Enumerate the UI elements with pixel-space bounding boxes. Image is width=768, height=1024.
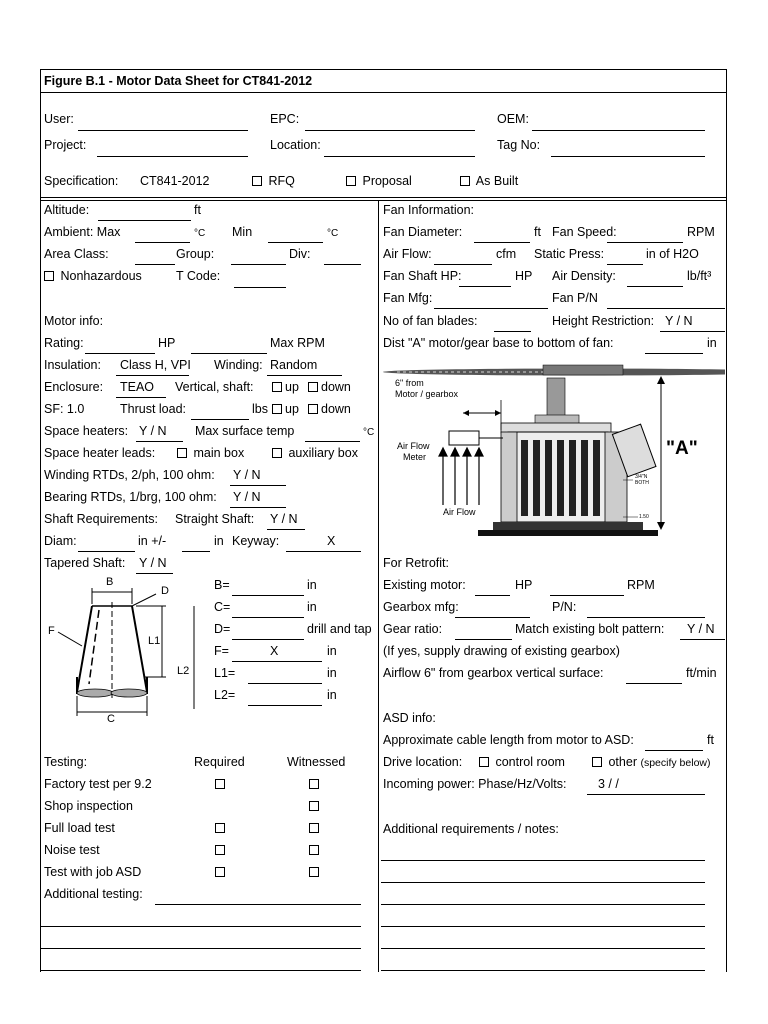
tag-no-label: Tag No:	[497, 138, 541, 152]
space-heaters-yn[interactable]: Y / N	[139, 424, 167, 438]
air-density-label: Air Density:	[552, 269, 616, 283]
sf-label: SF: 1.0	[44, 402, 85, 416]
test-factory-witnessed-checkbox[interactable]	[309, 779, 319, 789]
existing-motor-hp-field[interactable]	[475, 595, 510, 596]
additional-testing-line-4[interactable]	[40, 970, 361, 971]
enclosure-field[interactable]	[116, 397, 166, 398]
f-unit: in	[327, 644, 337, 658]
fan-mfg-label: Fan Mfg:	[383, 291, 433, 305]
fan-information-heading: Fan Information:	[383, 203, 475, 217]
winding-rtds-field[interactable]	[230, 485, 286, 486]
fan-speed-label: Fan Speed:	[552, 225, 617, 239]
control-room-option[interactable]: control room	[479, 755, 565, 769]
static-press-field[interactable]	[607, 264, 643, 265]
fan-pn-label: Fan P/N	[552, 291, 598, 305]
ambient-min-label: Min	[232, 225, 253, 239]
b-field[interactable]	[232, 595, 304, 596]
tapered-shaft-yn[interactable]: Y / N	[139, 556, 167, 570]
page-title: Figure B.1 - Motor Data Sheet for CT841-2012	[44, 74, 313, 88]
insulation-label: Insulation:	[44, 358, 101, 372]
gearbox-pn-label: P/N:	[552, 600, 577, 614]
project-label: Project:	[44, 138, 87, 152]
air-flow-unit: cfm	[496, 247, 517, 261]
test-asd-required-checkbox[interactable]	[215, 867, 225, 877]
altitude-field[interactable]	[98, 220, 191, 221]
bearing-rtds-field[interactable]	[230, 507, 286, 508]
l1-label: L1=	[214, 666, 236, 680]
proposal-checkbox[interactable]	[346, 176, 356, 186]
altitude-unit: ft	[194, 203, 201, 217]
thrust-down-option[interactable]: down	[308, 402, 351, 416]
ambient-max-unit: °C	[194, 228, 206, 239]
air-flow-meter-label-2: Meter	[403, 452, 427, 462]
header-divider	[40, 197, 726, 198]
fan-speed-field[interactable]	[607, 242, 683, 243]
gear-ratio-label: Gear ratio:	[383, 622, 443, 636]
fan-shaft-hp-field[interactable]	[459, 286, 511, 287]
enclosure-label: Enclosure:	[44, 380, 104, 394]
b-unit: in	[307, 578, 317, 592]
auxiliary-box-option[interactable]: auxiliary box	[272, 446, 358, 460]
shaft-right-edge	[132, 606, 147, 692]
b-label: B=	[214, 578, 230, 592]
rating-label: Rating:	[44, 336, 84, 350]
diam-field[interactable]	[78, 551, 135, 552]
diam-label: Diam:	[44, 534, 77, 548]
additional-testing-field[interactable]	[155, 904, 361, 905]
keyway-field[interactable]	[286, 551, 361, 552]
motor-side-left	[501, 432, 517, 522]
a-dim-arrow-top	[657, 376, 665, 384]
rfq-checkbox[interactable]	[252, 176, 262, 186]
user-field[interactable]	[78, 130, 248, 131]
div-label: Div:	[289, 247, 311, 261]
additional-testing-line-3[interactable]	[40, 948, 361, 949]
shaft-keyway-dash	[89, 610, 99, 684]
f-leader	[58, 632, 82, 646]
dist-a-field[interactable]	[645, 353, 703, 354]
winding-value: Random	[270, 358, 318, 372]
fan-pn-field[interactable]	[607, 308, 725, 309]
l1-field[interactable]	[248, 683, 322, 684]
max-surface-temp-label: Max surface temp	[195, 424, 295, 438]
thrust-lbs-unit: lbs	[252, 402, 268, 416]
rfq-option[interactable]: RFQ	[252, 174, 295, 188]
shaft-down-checkbox[interactable]	[308, 382, 318, 392]
diam-unit: in +/-	[138, 534, 167, 548]
f-label: F=	[214, 644, 229, 658]
keyway-value: X	[327, 534, 336, 548]
ambient-min-field[interactable]	[268, 242, 323, 243]
control-room-checkbox[interactable]	[479, 757, 489, 767]
max-surface-temp-unit: °C	[363, 427, 375, 438]
motor-shaft	[547, 378, 565, 418]
f-value: X	[270, 644, 279, 658]
c-unit: in	[307, 600, 317, 614]
fan-diameter-unit: ft	[534, 225, 541, 239]
air-density-unit: lb/ft³	[687, 269, 712, 283]
match-bolt-yn[interactable]: Y / N	[687, 622, 715, 636]
fan-hub	[543, 365, 623, 375]
location-label: Location:	[270, 138, 321, 152]
required-heading: Required	[194, 755, 245, 769]
test-noise-required-checkbox[interactable]	[215, 845, 225, 855]
incoming-power-value: 3 / /	[598, 777, 619, 791]
test-asd-label: Test with job ASD	[44, 865, 142, 879]
diam-tolerance-unit: in	[214, 534, 224, 548]
straight-shaft-yn[interactable]: Y / N	[270, 512, 298, 526]
ambient-max-field[interactable]	[135, 242, 190, 243]
airflow-6-unit: ft/min	[686, 666, 717, 680]
gearbox-mfg-field[interactable]	[455, 617, 530, 618]
air-flow-label-diagram: Air Flow	[443, 507, 476, 517]
l1-unit: in	[327, 666, 337, 680]
rating-rpm-field[interactable]	[191, 353, 267, 354]
bearing-rtds-yn[interactable]: Y / N	[233, 490, 261, 504]
bearing-rtds-label: Bearing RTDs, 1/brg, 100 ohm:	[44, 490, 217, 504]
air-flow-meter-box	[449, 431, 479, 445]
nonhazardous-checkbox[interactable]	[44, 271, 54, 281]
test-full-load-witnessed-checkbox[interactable]	[309, 823, 319, 833]
main-box-option[interactable]: main box	[177, 446, 244, 460]
drive-location-label: Drive location:	[383, 755, 463, 769]
thrust-load-label: Thrust load:	[120, 402, 187, 416]
title-divider	[40, 92, 726, 93]
insulation-field[interactable]	[116, 375, 189, 376]
notes-line-3[interactable]	[381, 904, 705, 905]
test-noise-witnessed-checkbox[interactable]	[309, 845, 319, 855]
altitude-label: Altitude:	[44, 203, 90, 217]
additional-testing-label: Additional testing:	[44, 887, 143, 901]
small-label-2: BOTH	[635, 480, 649, 486]
as-built-option[interactable]: As Built	[460, 174, 518, 188]
tapered-shaft-label: Tapered Shaft:	[44, 556, 126, 570]
gear-ratio-field[interactable]	[455, 639, 512, 640]
group-field[interactable]	[231, 264, 286, 265]
max-rpm-label: Max RPM	[270, 336, 325, 350]
epc-field[interactable]	[305, 130, 475, 131]
asd-info-heading: ASD info:	[383, 711, 436, 725]
test-shop-witnessed-checkbox[interactable]	[309, 801, 319, 811]
epc-label: EPC:	[270, 112, 300, 126]
shaft-end-right	[111, 689, 147, 697]
six-from-label: 6" from	[395, 378, 424, 388]
t-code-field[interactable]	[234, 287, 286, 288]
winding-field[interactable]	[267, 375, 342, 376]
shaft-up-checkbox[interactable]	[272, 382, 282, 392]
area-class-field[interactable]	[135, 264, 175, 265]
air-flow-meter-label-1: Air Flow	[397, 441, 430, 451]
space-heaters-field[interactable]	[136, 441, 183, 442]
test-asd-witnessed-checkbox[interactable]	[309, 867, 319, 877]
testing-heading: Testing:	[44, 755, 88, 769]
thrust-load-field[interactable]	[191, 419, 249, 420]
air-flow-field[interactable]	[434, 264, 492, 265]
notes-line-4[interactable]	[381, 926, 705, 927]
fan-blades-label: No of fan blades:	[383, 314, 478, 328]
shaft-left-edge	[77, 606, 92, 692]
other-checkbox[interactable]	[592, 757, 602, 767]
shaft-label-l2: L2	[177, 665, 190, 677]
motor-info-heading: Motor info:	[44, 314, 104, 328]
shaft-down-option[interactable]: down	[308, 380, 351, 394]
shaft-label-l1: L1	[148, 635, 161, 647]
dist-a-unit: in	[707, 336, 717, 350]
cable-length-unit: ft	[707, 733, 714, 747]
notes-line-6[interactable]	[381, 970, 705, 971]
ambient-min-unit: °C	[327, 228, 339, 239]
f-field[interactable]	[232, 661, 322, 662]
keyway-label: Keyway:	[232, 534, 280, 548]
main-box-checkbox[interactable]	[177, 448, 187, 458]
winding-label: Winding:	[214, 358, 263, 372]
shaft-label-d: D	[161, 585, 169, 597]
shaft-label-b: B	[106, 576, 114, 588]
test-shop-label: Shop inspection	[44, 799, 133, 813]
fan-blades-field[interactable]	[494, 331, 531, 332]
shaft-requirements-label: Shaft Requirements:	[44, 512, 158, 526]
witnessed-heading: Witnessed	[287, 755, 346, 769]
cable-length-field[interactable]	[645, 750, 703, 751]
additional-notes-label: Additional requirements / notes:	[383, 822, 559, 836]
l2-unit: in	[327, 688, 337, 702]
match-bolt-label: Match existing bolt pattern:	[515, 622, 665, 636]
specification-value: CT841-2012	[140, 174, 210, 188]
max-surface-temp-field[interactable]	[305, 441, 360, 442]
proposal-option[interactable]: Proposal	[346, 174, 412, 188]
six-inch-arrow-right	[495, 410, 501, 416]
insulation-value: Class H, VPI	[120, 358, 191, 372]
height-restriction-field[interactable]	[660, 331, 725, 332]
test-full-load-required-checkbox[interactable]	[215, 823, 225, 833]
cable-length-label: Approximate cable length from motor to ASD:	[383, 733, 634, 747]
oem-field[interactable]	[532, 130, 705, 131]
air-density-field[interactable]	[627, 286, 683, 287]
space-heaters-label: Space heaters:	[44, 424, 129, 438]
header-divider-2	[40, 200, 726, 201]
vertical-shaft-label: Vertical, shaft:	[175, 380, 254, 394]
existing-motor-label: Existing motor:	[383, 578, 466, 592]
fan-speed-unit: RPM	[687, 225, 715, 239]
air-flow-label: Air Flow:	[383, 247, 432, 261]
fan-shaft-hp-unit: HP	[515, 269, 533, 283]
incoming-power-field[interactable]	[587, 794, 705, 795]
small-label-3: 1.50	[639, 514, 649, 520]
column-divider	[378, 200, 379, 972]
location-field[interactable]	[324, 156, 475, 157]
notes-line-1[interactable]	[381, 860, 705, 861]
as-built-checkbox[interactable]	[460, 176, 470, 186]
enclosure-value: TEAO	[120, 380, 155, 394]
other-option[interactable]: other (specify below)	[592, 755, 711, 770]
existing-motor-hp-unit: HP	[515, 578, 533, 592]
for-retrofit-heading: For Retrofit:	[383, 556, 449, 570]
fan-motor-diagram	[383, 360, 725, 550]
straight-shaft-field[interactable]	[267, 529, 305, 530]
air-flow-arrows	[439, 448, 483, 505]
drill-tap-label: drill and tap	[307, 622, 372, 636]
gearbox-mfg-label: Gearbox mfg:	[383, 600, 459, 614]
notes-line-2[interactable]	[381, 882, 705, 883]
six-inch-arrow-left	[463, 410, 469, 416]
static-press-unit: in of H2O	[646, 247, 699, 261]
rating-hp-field[interactable]	[85, 353, 155, 354]
thrust-down-checkbox[interactable]	[308, 404, 318, 414]
fan-shaft-hp-label: Fan Shaft HP:	[383, 269, 462, 283]
height-restriction-yn[interactable]: Y / N	[665, 314, 693, 328]
airflow-6-field[interactable]	[626, 683, 682, 684]
project-field[interactable]	[97, 156, 248, 157]
match-bolt-field[interactable]	[680, 639, 725, 640]
test-noise-label: Noise test	[44, 843, 100, 857]
height-restriction-label: Height Restriction:	[552, 314, 655, 328]
c-label: C=	[214, 600, 231, 614]
fan-diameter-field[interactable]	[474, 242, 530, 243]
user-label: User:	[44, 112, 74, 126]
static-press-label: Static Press:	[534, 247, 605, 261]
nonhazardous-option[interactable]: Nonhazardous	[44, 269, 142, 283]
fan-diameter-label: Fan Diameter:	[383, 225, 463, 239]
diam-tolerance-field[interactable]	[182, 551, 210, 552]
shaft-end-left	[77, 689, 113, 697]
space-heater-leads-label: Space heater leads:	[44, 446, 156, 460]
shaft-label-f: F	[48, 625, 55, 637]
motor-gearbox-label: Motor / gearbox	[395, 389, 459, 399]
area-class-label: Area Class:	[44, 247, 109, 261]
c-field[interactable]	[232, 617, 304, 618]
test-full-load-label: Full load test	[44, 821, 115, 835]
tag-no-field[interactable]	[551, 156, 705, 157]
thrust-up-option[interactable]: up	[272, 402, 299, 416]
d-field[interactable]	[232, 639, 304, 640]
rating-hp-unit: HP	[158, 336, 176, 350]
small-label-1: 3/4"N	[635, 474, 648, 480]
test-factory-required-checkbox[interactable]	[215, 779, 225, 789]
straight-shaft-label: Straight Shaft:	[175, 512, 255, 526]
tapered-shaft-diagram	[44, 574, 204, 724]
additional-testing-line-2[interactable]	[40, 926, 361, 927]
existing-motor-rpm-field[interactable]	[550, 595, 624, 596]
t-code-label: T Code:	[176, 269, 221, 283]
base-plate	[478, 530, 658, 536]
l2-field[interactable]	[248, 705, 322, 706]
test-factory-label: Factory test per 9.2	[44, 777, 152, 791]
specification-label: Specification:	[44, 174, 119, 188]
auxiliary-box-checkbox[interactable]	[272, 448, 282, 458]
shaft-up-option[interactable]: up	[272, 380, 299, 394]
d-leader	[132, 594, 156, 606]
ambient-max-label: Ambient: Max	[44, 225, 121, 239]
thrust-up-checkbox[interactable]	[272, 404, 282, 414]
div-field[interactable]	[324, 264, 361, 265]
l2-label: L2=	[214, 688, 236, 702]
winding-rtds-label: Winding RTDs, 2/ph, 100 ohm:	[44, 468, 215, 482]
d-label: D=	[214, 622, 231, 636]
winding-rtds-yn[interactable]: Y / N	[233, 468, 261, 482]
shaft-label-c: C	[107, 713, 115, 724]
airflow-6-label: Airflow 6" from gearbox vertical surface:	[383, 666, 604, 680]
dist-a-label: Dist "A" motor/gear base to bottom of fan:	[383, 336, 614, 350]
a-dimension-label: "A"	[666, 438, 698, 459]
a-dim-arrow-bottom	[657, 522, 665, 530]
if-yes-note: (If yes, supply drawing of existing gearbox)	[383, 644, 620, 658]
group-label: Group:	[176, 247, 215, 261]
notes-line-5[interactable]	[381, 948, 705, 949]
oem-label: OEM:	[497, 112, 529, 126]
fan-mfg-field[interactable]	[434, 308, 548, 309]
gearbox-pn-field[interactable]	[587, 617, 705, 618]
incoming-power-label: Incoming power: Phase/Hz/Volts:	[383, 777, 567, 791]
existing-motor-rpm-unit: RPM	[627, 578, 655, 592]
motor-base	[493, 522, 643, 530]
